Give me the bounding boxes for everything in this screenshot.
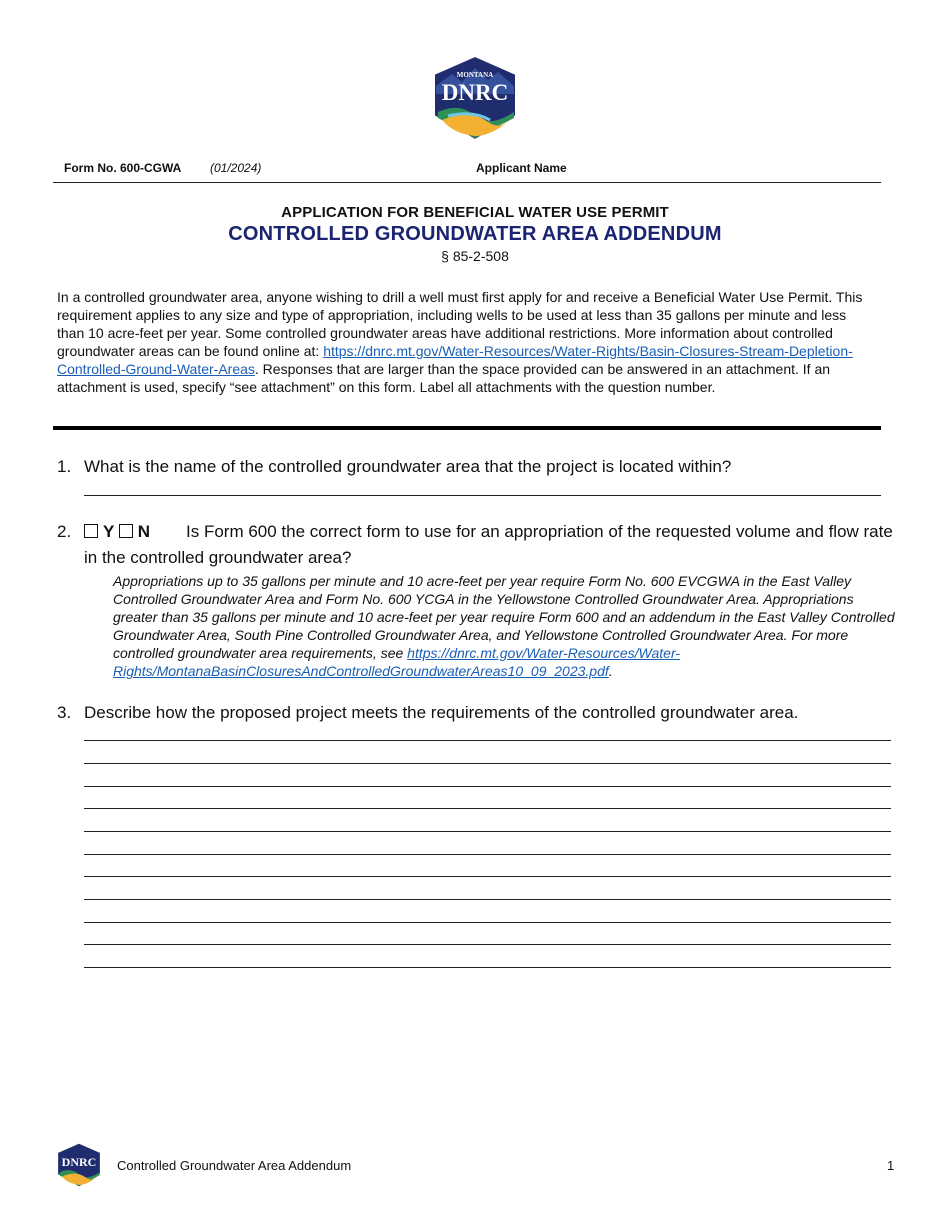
answer-line-q3[interactable]: [84, 740, 891, 741]
answer-line-q3[interactable]: [84, 876, 891, 877]
question-2-number: 2.: [57, 522, 72, 541]
yes-label: Y: [103, 522, 115, 541]
question-2-text: Is Form 600 the correct form to use for an appropriation of the requested volume and flow rate in the controlled groundwater area?: [84, 522, 893, 567]
answer-line-q3[interactable]: [84, 944, 891, 945]
no-label: N: [137, 522, 151, 541]
note-text: Appropriations up to 35 gallons per minute and 10 acre-feet per year require Form No. 600 EVCGWA in the East Valley Controlled Groundwater Area and Form No. 600 YCGA in the Yellowstone Controlled Groundwater Area. Appropriations greater than 35 gallons per minute and 10 acre-feet per year require Form 600 and an addendum in the East Valley Controlled Groundwater Area, South Pine Controlled Groundwater Area, and Yellowstone Controlled Groundwater Area. For more controlled groundwater area requirements, see: [113, 573, 895, 661]
document-titles: [0, 204, 950, 264]
form-header: [53, 158, 881, 183]
answer-line-q3[interactable]: [84, 763, 891, 764]
answer-line-q3[interactable]: [84, 899, 891, 900]
answer-line-q1[interactable]: [84, 495, 881, 496]
answer-line-q3[interactable]: [84, 967, 891, 968]
logo-agency-top: MONTANA: [456, 71, 494, 79]
footer-document-name: Controlled Groundwater Area Addendum: [117, 1158, 352, 1173]
page-number: 1: [887, 1158, 895, 1173]
form-number: Form No. 600-CGWA: [64, 161, 182, 175]
section-divider: [53, 426, 881, 430]
answer-line-q3[interactable]: [84, 831, 891, 832]
answer-line-q3[interactable]: [84, 854, 891, 855]
applicant-name-label: Applicant Name: [476, 161, 567, 175]
note-text-end: .: [608, 663, 613, 679]
dnrc-footer-logo: [55, 1140, 103, 1188]
intro-text-after: . Responses that are larger than the space provided can be answered in an attachment. If an attachment is used, specify “see attachment” on this form. Label all attachments with the question number.: [57, 361, 831, 395]
statute-reference: § 85-2-508: [441, 248, 509, 264]
logo-agency-main: DNRC: [441, 80, 509, 105]
answer-line-q3[interactable]: [84, 922, 891, 923]
question-2-note: [113, 572, 898, 680]
application-title: APPLICATION FOR BENEFICIAL WATER USE PERMIT: [281, 204, 669, 221]
question-3-number: 3.: [57, 703, 72, 722]
form-date: (01/2024): [210, 161, 262, 175]
question-1-number: 1.: [57, 457, 72, 476]
footer-logo-text: DNRC: [61, 1155, 97, 1170]
intro-paragraph: [57, 288, 877, 396]
dnrc-logo: [430, 50, 520, 142]
basin-closures-pdf-link[interactable]: https://dnrc.mt.gov/Water-Resources/Water-Rights/MontanaBasinClosuresAndControlledGroundwaterAreas10_09_2023.pdf: [113, 645, 681, 679]
question-1-text: What is the name of the controlled groundwater area that the project is located within?: [84, 457, 732, 476]
addendum-title: CONTROLLED GROUNDWATER AREA ADDENDUM: [228, 223, 722, 245]
intro-text-before: In a controlled groundwater area, anyone wishing to drill a well must first apply for and receive a Beneficial Water Use Permit. This requirement applies to any size and type of appropriation, including wells to be used at less than 35 gallons per minute and less than 10 acre-feet per year. Some controlled groundwater areas have additional restrictions. More information about controlled groundwater areas can be found online at:: [57, 289, 863, 359]
question-3-text: Describe how the proposed project meets the requirements of the controlled groundwater area.: [84, 703, 799, 722]
controlled-groundwater-link[interactable]: https://dnrc.mt.gov/Water-Resources/Water-Rights/Basin-Closures-Stream-Depletion-Controlled-Ground-Water-Areas: [57, 343, 853, 377]
answer-line-q3[interactable]: [84, 786, 891, 787]
answer-line-q3[interactable]: [84, 808, 891, 809]
